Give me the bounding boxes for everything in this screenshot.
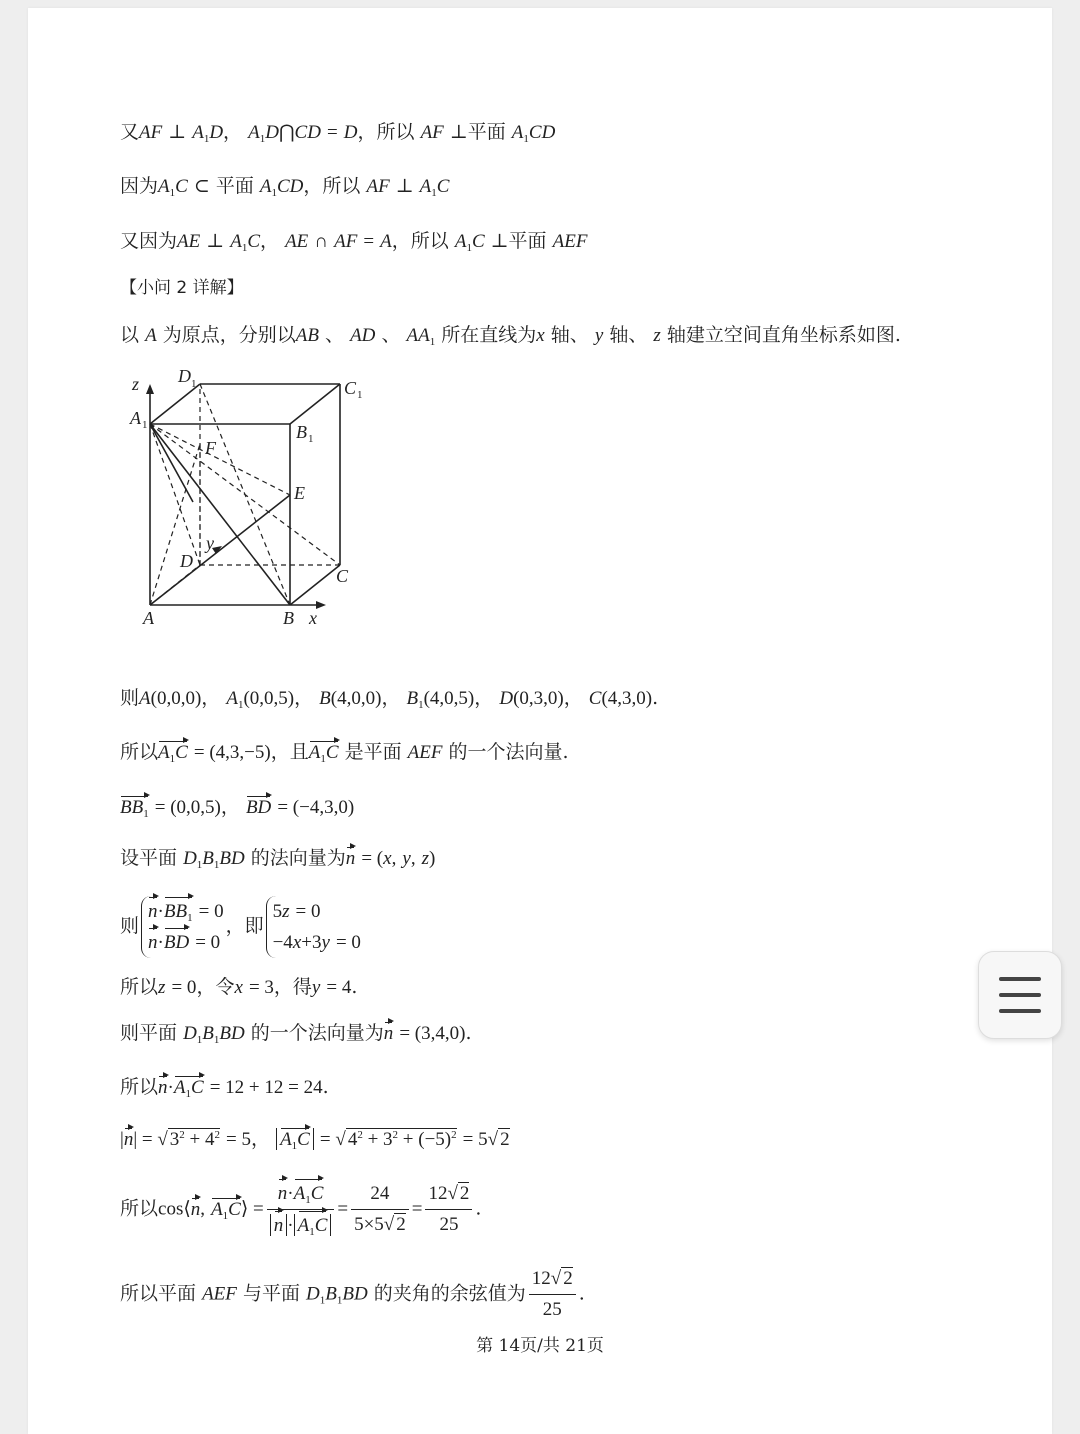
text-line-3: 又因为AE ⊥ $A_1C$， AE ∩ AF = A，所以 $A_1C$ ⊥平面 AEF — [120, 230, 588, 254]
text-line-6: 则A(0,0,0)， $A_1(0,0,5)$， B(4,0,0)， $B_1(4,0,5)$， D(0,3,0)， C(4,3,0). — [120, 687, 659, 711]
label-b1: B — [296, 422, 307, 442]
section-heading: 【小问 2 详解】 — [120, 278, 244, 298]
label-a1: A — [130, 408, 141, 428]
text-line-11: 所以z = 0，令x = 3，得y = 4. — [120, 976, 358, 998]
label-b1-sub: 1 — [308, 433, 314, 445]
text-line-2: 因为$A_1C$ ⊂ 平面 $A_1CD$，所以 AF ⊥ $A_1C$ — [120, 175, 450, 199]
label-c1: C — [344, 378, 357, 398]
label-a1-sub: 1 — [142, 419, 148, 431]
text-line-10: 则 $n\cdot BB_1 = 0$ n·BD = 0 ，即 5z = 0 −4x+3y = 0 — [120, 896, 363, 958]
text-line-16: 所以平面 AEF 与平面 $D_1B_1BD$ 的夹角的余弦值为 $\frac{12√ 2}{25}$ . — [120, 1264, 585, 1325]
label-x: x — [309, 608, 317, 628]
label-d1-sub: 1 — [191, 378, 197, 390]
hamburger-menu-icon — [999, 977, 1041, 981]
text-line-12: 则平面 $D_1B_1BD$ 的一个法向量为n = (3,4,0). — [120, 1022, 472, 1046]
geometry-diagram — [120, 360, 380, 632]
label-c1-sub: 1 — [357, 389, 363, 401]
text-line-1: 又AF ⊥ $A_1D$， $A_1D⋂CD = D$，所以 AF ⊥平面 $A_1CD$ — [120, 121, 556, 145]
menu-button[interactable] — [978, 951, 1062, 1039]
label-b: B — [283, 608, 294, 628]
text-line-5: 以 A 为原点，分别以AB 、 AD 、 $AA_1$ 所在直线为x 轴、 y 轴、 z 轴建立空间直角坐标系如图. — [120, 324, 901, 348]
text-line-8: $BB_1 = (0,0,5)$， BD = (−4,3,0) — [120, 796, 355, 820]
label-d1: D — [178, 366, 191, 386]
page-footer: 第 14页/共 21页 — [476, 1336, 604, 1356]
label-a: A — [143, 608, 154, 628]
label-y: y — [206, 533, 214, 553]
text-line-15: 所以cos⟨n, $A_1C⟩$ = $\frac{n\cdot A_1C}{n \cdot A_1C}$ = $\frac{24}{5\times 5√ 2}$ = $\frac{12√ 2}{25}$ . — [120, 1178, 481, 1241]
text-line-9: 设平面 $D_1B_1BD$ 的法向量为n = (x, y, z) — [120, 847, 436, 871]
label-c: C — [336, 566, 349, 586]
text-line-7: 所以$A_1C = (4,3,-5)$，且$A_1C$ 是平面 AEF 的一个法向量. — [120, 741, 569, 765]
hamburger-menu-icon — [999, 993, 1041, 997]
label-e: E — [294, 483, 305, 503]
label-z: z — [132, 374, 140, 394]
label-d: D — [180, 551, 193, 571]
text-line-13: 所以$n\cdot A_1C = 12 + 12 = 24$. — [120, 1076, 329, 1100]
label-f: F — [205, 438, 216, 458]
text-line-14: |n| = √ $3^2 + 4^2 = 5$， $A_1C$ = √ $4^2 + 3^2 + (-5)^2 = 5√$ 2 — [120, 1128, 510, 1152]
hamburger-menu-icon — [999, 1009, 1041, 1013]
